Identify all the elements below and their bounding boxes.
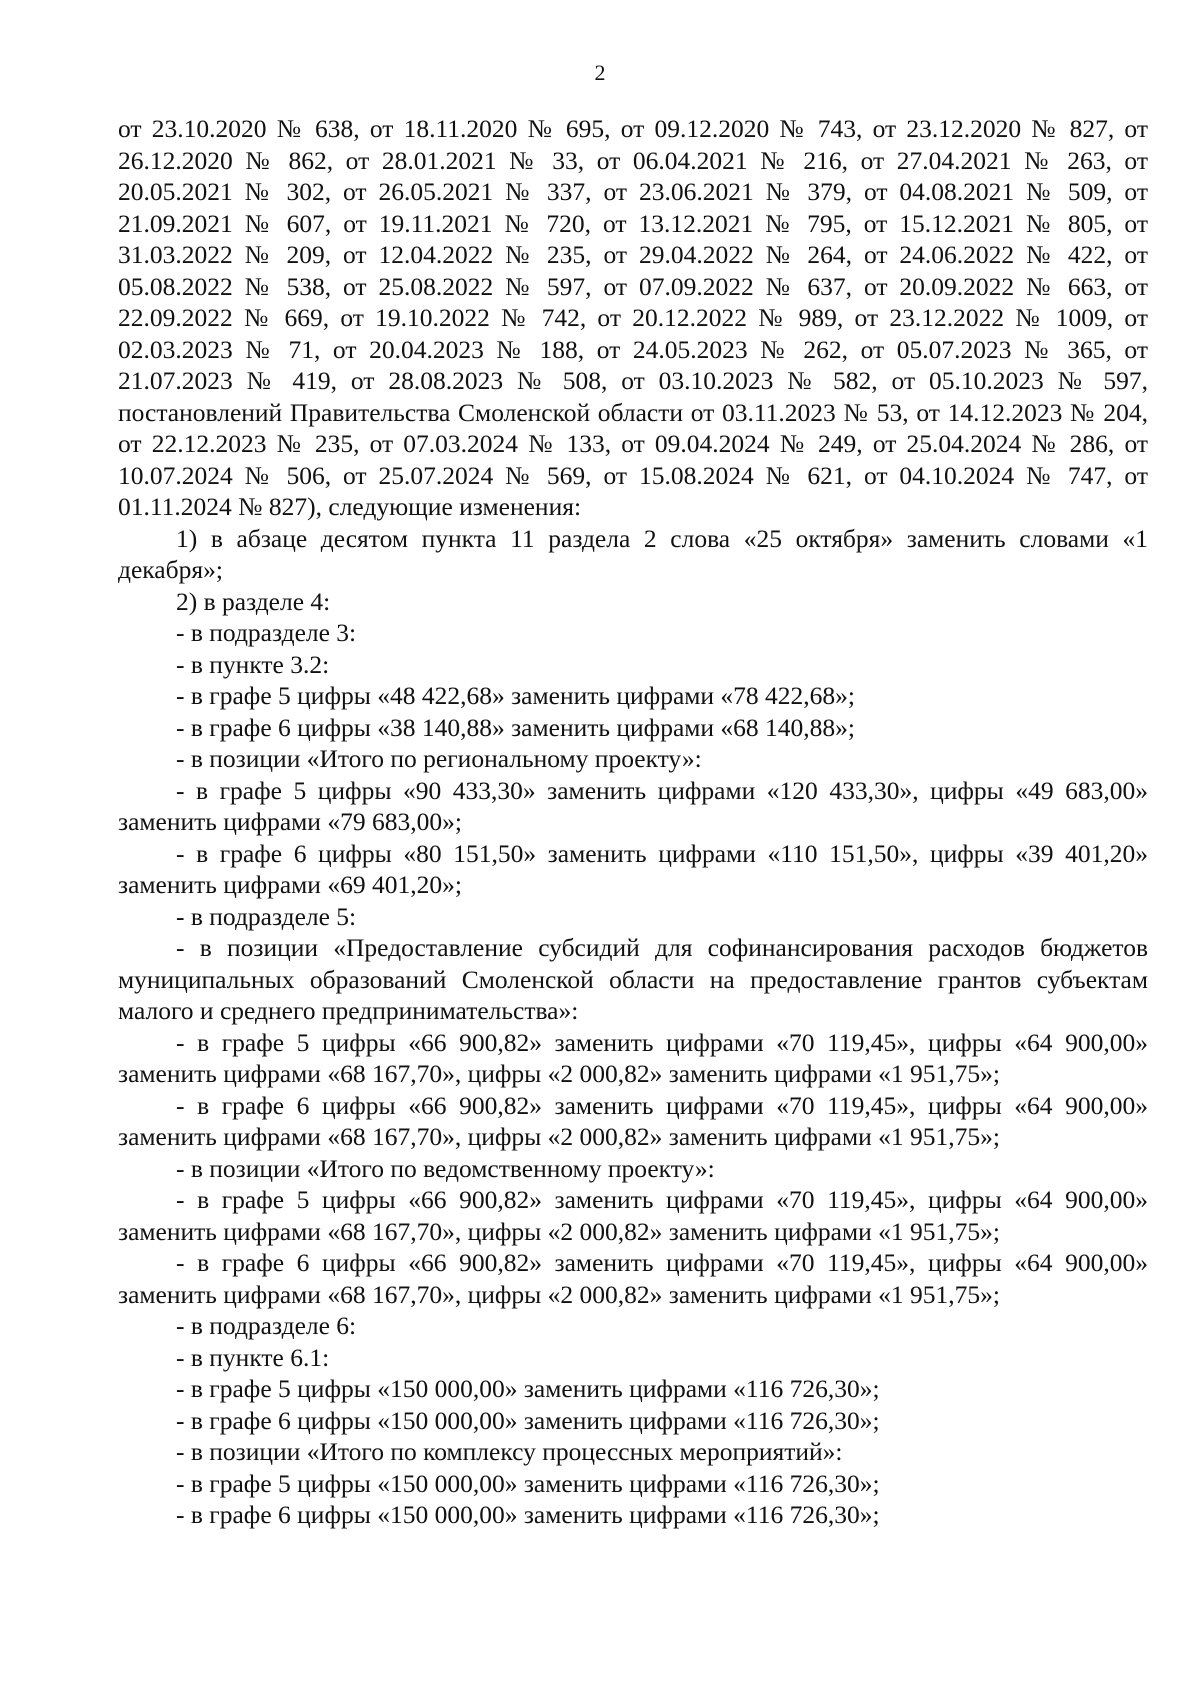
paragraph-item-2: 2) в разделе 4: xyxy=(176,586,331,616)
paragraph-line: - в графе 6 цифры «150 000,00» заменить цифрами «116 726,30»; xyxy=(176,1405,880,1435)
paragraph-item-1: 1) в абзаце десятом пункта 11 раздела 2 слова «25 октября» заменить словами «1 декабря»; xyxy=(118,523,1148,584)
paragraph-line: - в графе 6 цифры «66 900,82» заменить цифрами «70 119,45», цифры «64 900,00» заменить цифрами «68 167,70», цифры «2 000,82» заменить цифрами «1 951,75»; xyxy=(118,1090,1148,1151)
page-number: 2 xyxy=(594,60,606,85)
paragraph-point-3-2: - в пункте 3.2: xyxy=(176,649,330,679)
paragraph-point-6-1: - в пункте 6.1: xyxy=(176,1342,330,1372)
paragraph-line: - в позиции «Итого по комплексу процессных мероприятий»: xyxy=(176,1437,843,1466)
paragraph-line: - в позиции «Предоставление субсидий для софинансирования расходов бюджетов муниципальных образований Смоленской области на предоставление грантов субъектам малого и среднего предпринимательства»: xyxy=(118,933,1148,1025)
paragraph-line: - в графе 5 цифры «90 433,30» заменить цифрами «120 433,30», цифры «49 683,00» заменить цифрами «79 683,00»; xyxy=(118,775,1148,836)
paragraph-line: - в графе 5 цифры «48 422,68» заменить цифрами «78 422,68»; xyxy=(176,681,856,710)
document-body xyxy=(118,113,1148,1531)
paragraph-line: - в позиции «Итого по региональному проекту»: xyxy=(176,744,702,773)
paragraph-line: - в графе 5 цифры «66 900,82» заменить цифрами «70 119,45», цифры «64 900,00» заменить цифрами «68 167,70», цифры «2 000,82» заменить цифрами «1 951,75»; xyxy=(118,1027,1148,1088)
paragraph-subsection-6: - в подразделе 6: xyxy=(176,1311,357,1340)
paragraph-line: - в графе 5 цифры «150 000,00» заменить цифрами «116 726,30»; xyxy=(176,1468,880,1498)
paragraph-subsection-5: - в подразделе 5: xyxy=(176,901,357,931)
paragraph-subsection-3: - в подразделе 3: xyxy=(176,618,357,647)
paragraph-line: - в графе 5 цифры «66 900,82» заменить цифрами «70 119,45», цифры «64 900,00» заменить цифрами «68 167,70», цифры «2 000,82» заменить цифрами «1 951,75»; xyxy=(118,1185,1148,1246)
paragraph-line: - в графе 6 цифры «38 140,88» заменить цифрами «68 140,88»; xyxy=(176,712,856,742)
paragraph-line: - в графе 6 цифры «66 900,82» заменить цифрами «70 119,45», цифры «64 900,00» заменить цифрами «68 167,70», цифры «2 000,82» заменить цифрами «1 951,75»; xyxy=(118,1248,1148,1309)
paragraph-line: - в графе 5 цифры «150 000,00» заменить цифрами «116 726,30»; xyxy=(176,1374,880,1403)
paragraph-line: - в графе 6 цифры «150 000,00» заменить цифрами «116 726,30»; xyxy=(176,1500,880,1529)
paragraph-amendment-list: от 23.10.2020 № 638, от 18.11.2020 № 695, от 09.12.2020 № 743, от 23.12.2020 № 827, от 26.12.2020 № 862, от 28.01.2021 № 33, от 06.04.2021 № 216, от 27.04.2021 № 263, от 20.05.2021 № 302, от 26.05.2021 № 337, от 23.06.2021 № 379, от 04.08.2021 № 509, от 21.09.2021 № 607, от 19.11.2021 № 720, от 13.12.2021 № 795, от 15.12.2021 № 805, от 31.03.2022 № 209, от 12.04.2022 № 235, от 29.04.2022 № 264, от 24.06.2022 № 422, от 05.08.2022 № 538, от 25.08.2022 № 597, от 07.09.2022 № 637, от 20.09.2022 № 663, от 22.09.2022 № 669, от 19.10.2022 № 742, от 20.12.2022 № 989, от 23.12.2022 № 1009, от 02.03.2023 № 71, от 20.04.2023 № 188, от 24.05.2023 № 262, от 05.07.2023 № 365, от 21.07.2023 № 419, от 28.08.2023 № 508, от 03.10.2023 № 582, от 05.10.2023 № 597, постановлений Правительства Смоленской области от 03.11.2023 № 53, от 14.12.2023 № 204, от 22.12.2023 № 235, от 07.03.2024 № 133, от 09.04.2024 № 249, от 25.04.2024 № 286, от 10.07.2024 № 506, от 25.07.2024 № 569, от 15.08.2024 № 621, от 04.10.2024 № 747, от 01.11.2024 № 827), следующие изменения: xyxy=(118,114,1148,521)
paragraph-line: - в позиции «Итого по ведомственному проекту»: xyxy=(176,1153,715,1183)
paragraph-line: - в графе 6 цифры «80 151,50» заменить цифрами «110 151,50», цифры «39 401,20» заменить цифрами «69 401,20»; xyxy=(118,838,1148,899)
